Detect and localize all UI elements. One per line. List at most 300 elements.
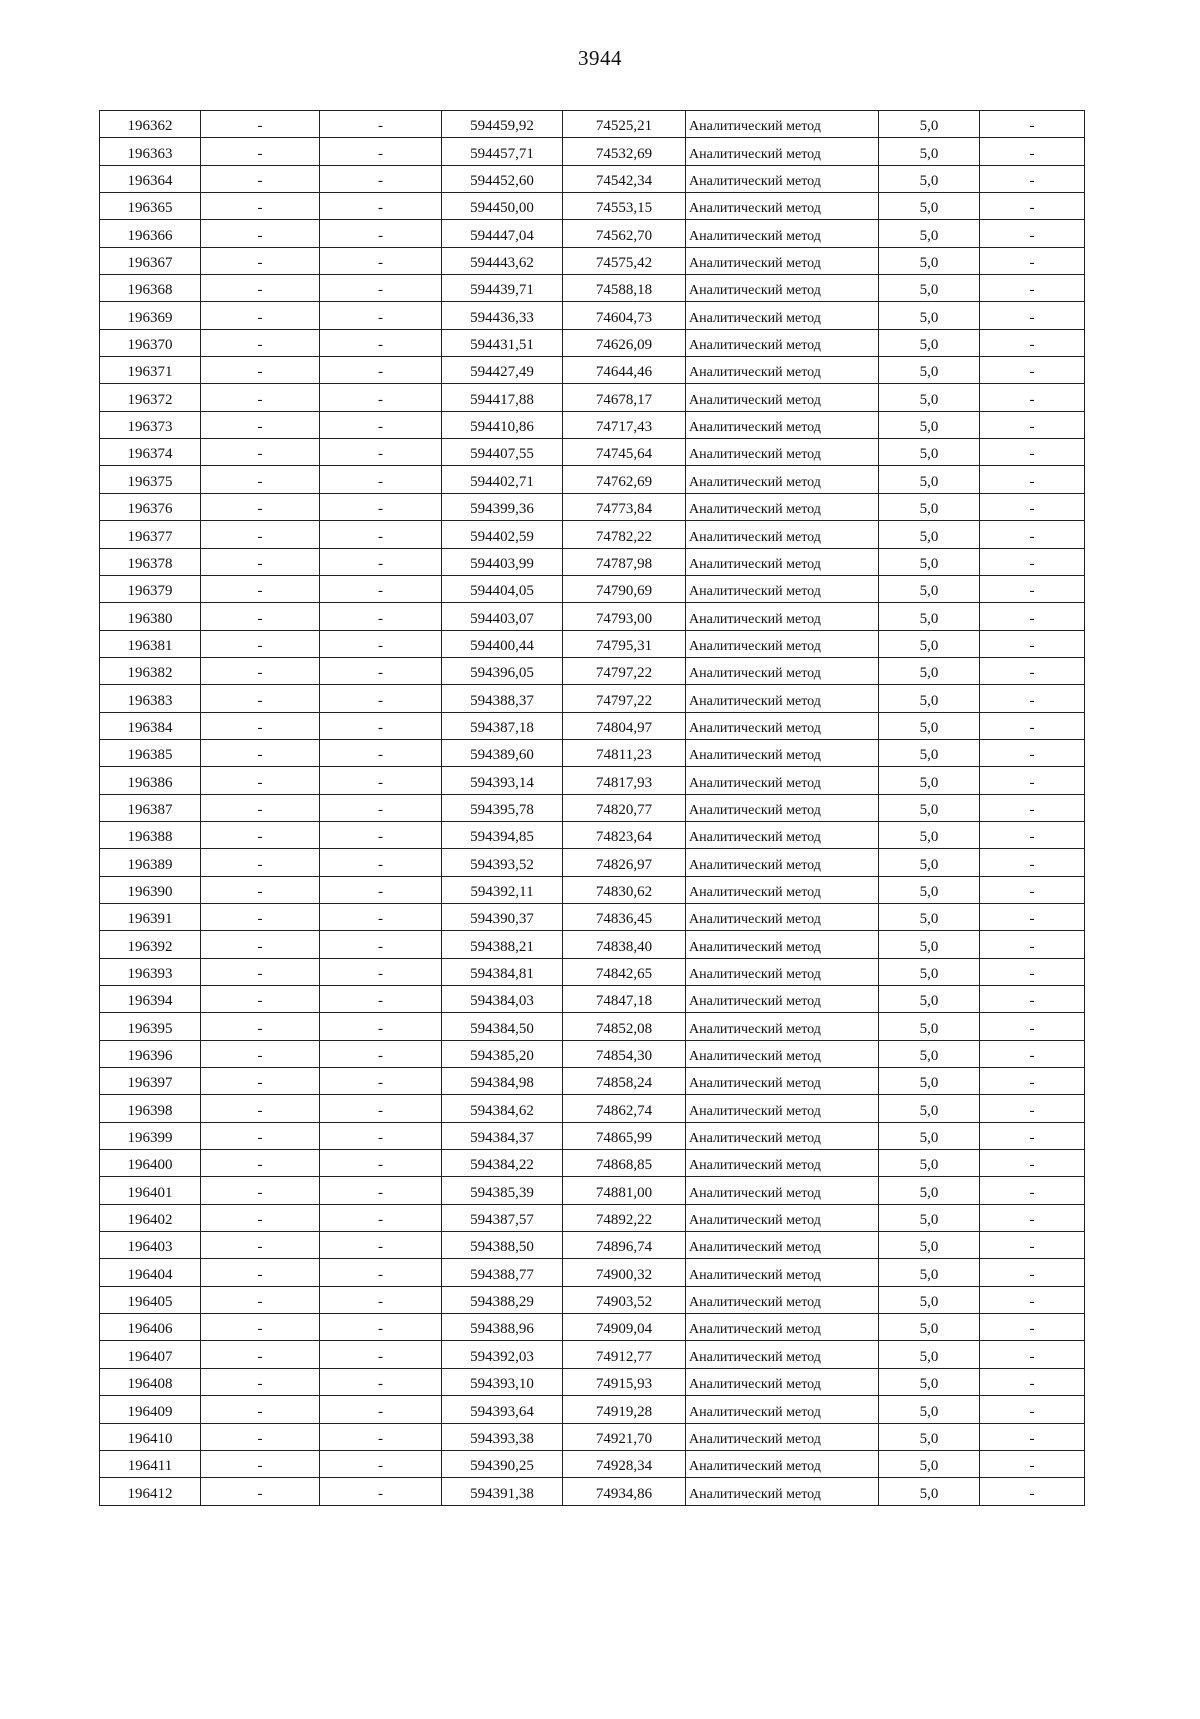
blank-cell-1: -	[201, 138, 320, 165]
point-number-cell: 196401	[100, 1177, 201, 1204]
y-coordinate-cell: 74836,45	[563, 903, 686, 930]
blank-cell-1: -	[201, 111, 320, 138]
method-cell: Аналитический метод	[686, 1177, 879, 1204]
blank-cell-1: -	[201, 1286, 320, 1313]
blank-cell-1: -	[201, 302, 320, 329]
method-cell: Аналитический метод	[686, 1204, 879, 1231]
table-row	[100, 849, 1085, 876]
method-cell: Аналитический метод	[686, 466, 879, 493]
method-cell: Аналитический метод	[686, 821, 879, 848]
x-coordinate-cell: 594385,20	[442, 1040, 563, 1067]
method-cell: Аналитический метод	[686, 1450, 879, 1477]
x-coordinate-cell: 594452,60	[442, 165, 563, 192]
blank-cell-3: -	[980, 712, 1085, 739]
blank-cell-1: -	[201, 1423, 320, 1450]
blank-cell-3: -	[980, 548, 1085, 575]
blank-cell-1: -	[201, 657, 320, 684]
page-number: 3944	[578, 46, 622, 70]
y-coordinate-cell: 74830,62	[563, 876, 686, 903]
y-coordinate-cell: 74797,22	[563, 657, 686, 684]
blank-cell-2: -	[320, 1396, 442, 1423]
y-coordinate-cell: 74745,64	[563, 439, 686, 466]
blank-cell-3: -	[980, 1095, 1085, 1122]
y-coordinate-cell: 74797,22	[563, 685, 686, 712]
x-coordinate-cell: 594431,51	[442, 329, 563, 356]
point-number-cell: 196392	[100, 931, 201, 958]
method-cell: Аналитический метод	[686, 411, 879, 438]
table-row	[100, 111, 1085, 138]
y-coordinate-cell: 74762,69	[563, 466, 686, 493]
blank-cell-1: -	[201, 1150, 320, 1177]
y-coordinate-cell: 74817,93	[563, 767, 686, 794]
method-cell: Аналитический метод	[686, 685, 879, 712]
y-coordinate-cell: 74717,43	[563, 411, 686, 438]
table-row	[100, 329, 1085, 356]
x-coordinate-cell: 594393,14	[442, 767, 563, 794]
point-number-cell: 196412	[100, 1478, 201, 1505]
blank-cell-2: -	[320, 111, 442, 138]
blank-cell-1: -	[201, 1013, 320, 1040]
point-number-cell: 196403	[100, 1232, 201, 1259]
blank-cell-2: -	[320, 357, 442, 384]
blank-cell-3: -	[980, 1259, 1085, 1286]
method-cell: Аналитический метод	[686, 1068, 879, 1095]
accuracy-cell: 5,0	[879, 767, 980, 794]
method-cell: Аналитический метод	[686, 1122, 879, 1149]
accuracy-cell: 5,0	[879, 1314, 980, 1341]
blank-cell-2: -	[320, 384, 442, 411]
x-coordinate-cell: 594390,37	[442, 903, 563, 930]
method-cell: Аналитический метод	[686, 548, 879, 575]
blank-cell-2: -	[320, 1450, 442, 1477]
table-row	[100, 384, 1085, 411]
blank-cell-2: -	[320, 466, 442, 493]
table-row	[100, 1314, 1085, 1341]
table-row	[100, 165, 1085, 192]
table-row	[100, 767, 1085, 794]
table-row	[100, 958, 1085, 985]
x-coordinate-cell: 594443,62	[442, 247, 563, 274]
y-coordinate-cell: 74826,97	[563, 849, 686, 876]
blank-cell-3: -	[980, 138, 1085, 165]
blank-cell-2: -	[320, 165, 442, 192]
blank-cell-2: -	[320, 247, 442, 274]
accuracy-cell: 5,0	[879, 548, 980, 575]
blank-cell-2: -	[320, 931, 442, 958]
y-coordinate-cell: 74787,98	[563, 548, 686, 575]
table-row	[100, 193, 1085, 220]
point-number-cell: 196391	[100, 903, 201, 930]
blank-cell-2: -	[320, 1150, 442, 1177]
method-cell: Аналитический метод	[686, 220, 879, 247]
blank-cell-2: -	[320, 1013, 442, 1040]
method-cell: Аналитический метод	[686, 138, 879, 165]
y-coordinate-cell: 74919,28	[563, 1396, 686, 1423]
blank-cell-1: -	[201, 165, 320, 192]
x-coordinate-cell: 594388,37	[442, 685, 563, 712]
y-coordinate-cell: 74842,65	[563, 958, 686, 985]
blank-cell-3: -	[980, 1068, 1085, 1095]
accuracy-cell: 5,0	[879, 849, 980, 876]
accuracy-cell: 5,0	[879, 603, 980, 630]
blank-cell-2: -	[320, 685, 442, 712]
x-coordinate-cell: 594393,64	[442, 1396, 563, 1423]
table-row	[100, 247, 1085, 274]
method-cell: Аналитический метод	[686, 493, 879, 520]
point-number-cell: 196384	[100, 712, 201, 739]
table-row	[100, 1204, 1085, 1231]
coordinates-table	[99, 110, 1085, 1506]
table-row	[100, 302, 1085, 329]
method-cell: Аналитический метод	[686, 275, 879, 302]
y-coordinate-cell: 74790,69	[563, 575, 686, 602]
point-number-cell: 196390	[100, 876, 201, 903]
point-number-cell: 196367	[100, 247, 201, 274]
table-row	[100, 1013, 1085, 1040]
blank-cell-1: -	[201, 876, 320, 903]
y-coordinate-cell: 74862,74	[563, 1095, 686, 1122]
table-row	[100, 931, 1085, 958]
table-row	[100, 821, 1085, 848]
blank-cell-1: -	[201, 630, 320, 657]
point-number-cell: 196407	[100, 1341, 201, 1368]
point-number-cell: 196376	[100, 493, 201, 520]
blank-cell-1: -	[201, 1368, 320, 1395]
y-coordinate-cell: 74909,04	[563, 1314, 686, 1341]
point-number-cell: 196382	[100, 657, 201, 684]
coordinates-table-body	[100, 111, 1085, 1506]
blank-cell-1: -	[201, 220, 320, 247]
table-row	[100, 1478, 1085, 1505]
accuracy-cell: 5,0	[879, 1204, 980, 1231]
point-number-cell: 196405	[100, 1286, 201, 1313]
point-number-cell: 196402	[100, 1204, 201, 1231]
x-coordinate-cell: 594396,05	[442, 657, 563, 684]
accuracy-cell: 5,0	[879, 193, 980, 220]
blank-cell-1: -	[201, 685, 320, 712]
blank-cell-3: -	[980, 575, 1085, 602]
point-number-cell: 196362	[100, 111, 201, 138]
blank-cell-2: -	[320, 986, 442, 1013]
blank-cell-3: -	[980, 439, 1085, 466]
blank-cell-3: -	[980, 1040, 1085, 1067]
y-coordinate-cell: 74858,24	[563, 1068, 686, 1095]
blank-cell-3: -	[980, 329, 1085, 356]
x-coordinate-cell: 594459,92	[442, 111, 563, 138]
accuracy-cell: 5,0	[879, 275, 980, 302]
y-coordinate-cell: 74921,70	[563, 1423, 686, 1450]
point-number-cell: 196363	[100, 138, 201, 165]
accuracy-cell: 5,0	[879, 575, 980, 602]
accuracy-cell: 5,0	[879, 1450, 980, 1477]
x-coordinate-cell: 594439,71	[442, 275, 563, 302]
point-number-cell: 196369	[100, 302, 201, 329]
accuracy-cell: 5,0	[879, 657, 980, 684]
table-row	[100, 712, 1085, 739]
blank-cell-1: -	[201, 1450, 320, 1477]
x-coordinate-cell: 594402,59	[442, 521, 563, 548]
blank-cell-2: -	[320, 1122, 442, 1149]
x-coordinate-cell: 594384,98	[442, 1068, 563, 1095]
table-row	[100, 1232, 1085, 1259]
x-coordinate-cell: 594393,10	[442, 1368, 563, 1395]
x-coordinate-cell: 594384,62	[442, 1095, 563, 1122]
table-row	[100, 1450, 1085, 1477]
blank-cell-3: -	[980, 958, 1085, 985]
blank-cell-3: -	[980, 1150, 1085, 1177]
blank-cell-3: -	[980, 384, 1085, 411]
accuracy-cell: 5,0	[879, 1423, 980, 1450]
method-cell: Аналитический метод	[686, 165, 879, 192]
point-number-cell: 196411	[100, 1450, 201, 1477]
table-row	[100, 794, 1085, 821]
method-cell: Аналитический метод	[686, 876, 879, 903]
blank-cell-3: -	[980, 1450, 1085, 1477]
y-coordinate-cell: 74852,08	[563, 1013, 686, 1040]
method-cell: Аналитический метод	[686, 903, 879, 930]
method-cell: Аналитический метод	[686, 1396, 879, 1423]
method-cell: Аналитический метод	[686, 521, 879, 548]
blank-cell-2: -	[320, 575, 442, 602]
x-coordinate-cell: 594394,85	[442, 821, 563, 848]
method-cell: Аналитический метод	[686, 193, 879, 220]
accuracy-cell: 5,0	[879, 1341, 980, 1368]
accuracy-cell: 5,0	[879, 903, 980, 930]
method-cell: Аналитический метод	[686, 1314, 879, 1341]
point-number-cell: 196386	[100, 767, 201, 794]
blank-cell-1: -	[201, 493, 320, 520]
table-row	[100, 903, 1085, 930]
accuracy-cell: 5,0	[879, 739, 980, 766]
table-row	[100, 1068, 1085, 1095]
method-cell: Аналитический метод	[686, 958, 879, 985]
blank-cell-3: -	[980, 357, 1085, 384]
y-coordinate-cell: 74896,74	[563, 1232, 686, 1259]
blank-cell-1: -	[201, 1177, 320, 1204]
accuracy-cell: 5,0	[879, 466, 980, 493]
method-cell: Аналитический метод	[686, 1341, 879, 1368]
blank-cell-1: -	[201, 767, 320, 794]
blank-cell-1: -	[201, 1478, 320, 1505]
point-number-cell: 196366	[100, 220, 201, 247]
y-coordinate-cell: 74928,34	[563, 1450, 686, 1477]
blank-cell-3: -	[980, 521, 1085, 548]
method-cell: Аналитический метод	[686, 739, 879, 766]
blank-cell-3: -	[980, 903, 1085, 930]
x-coordinate-cell: 594390,25	[442, 1450, 563, 1477]
table-row	[100, 657, 1085, 684]
table-row	[100, 411, 1085, 438]
y-coordinate-cell: 74838,40	[563, 931, 686, 958]
blank-cell-1: -	[201, 931, 320, 958]
accuracy-cell: 5,0	[879, 411, 980, 438]
blank-cell-2: -	[320, 712, 442, 739]
blank-cell-1: -	[201, 329, 320, 356]
table-row	[100, 739, 1085, 766]
blank-cell-1: -	[201, 357, 320, 384]
accuracy-cell: 5,0	[879, 329, 980, 356]
y-coordinate-cell: 74644,46	[563, 357, 686, 384]
blank-cell-2: -	[320, 603, 442, 630]
point-number-cell: 196396	[100, 1040, 201, 1067]
x-coordinate-cell: 594385,39	[442, 1177, 563, 1204]
point-number-cell: 196410	[100, 1423, 201, 1450]
y-coordinate-cell: 74542,34	[563, 165, 686, 192]
accuracy-cell: 5,0	[879, 1122, 980, 1149]
x-coordinate-cell: 594384,50	[442, 1013, 563, 1040]
method-cell: Аналитический метод	[686, 302, 879, 329]
blank-cell-2: -	[320, 1232, 442, 1259]
accuracy-cell: 5,0	[879, 384, 980, 411]
x-coordinate-cell: 594403,07	[442, 603, 563, 630]
blank-cell-1: -	[201, 1396, 320, 1423]
y-coordinate-cell: 74934,86	[563, 1478, 686, 1505]
accuracy-cell: 5,0	[879, 357, 980, 384]
table-row	[100, 548, 1085, 575]
y-coordinate-cell: 74532,69	[563, 138, 686, 165]
accuracy-cell: 5,0	[879, 1040, 980, 1067]
blank-cell-1: -	[201, 1232, 320, 1259]
point-number-cell: 196381	[100, 630, 201, 657]
blank-cell-2: -	[320, 1040, 442, 1067]
accuracy-cell: 5,0	[879, 876, 980, 903]
table-row	[100, 275, 1085, 302]
accuracy-cell: 5,0	[879, 1478, 980, 1505]
method-cell: Аналитический метод	[686, 630, 879, 657]
point-number-cell: 196394	[100, 986, 201, 1013]
blank-cell-3: -	[980, 1232, 1085, 1259]
y-coordinate-cell: 74575,42	[563, 247, 686, 274]
y-coordinate-cell: 74892,22	[563, 1204, 686, 1231]
blank-cell-2: -	[320, 767, 442, 794]
blank-cell-3: -	[980, 165, 1085, 192]
point-number-cell: 196375	[100, 466, 201, 493]
blank-cell-2: -	[320, 630, 442, 657]
blank-cell-2: -	[320, 1177, 442, 1204]
blank-cell-1: -	[201, 384, 320, 411]
blank-cell-3: -	[980, 1122, 1085, 1149]
blank-cell-2: -	[320, 220, 442, 247]
method-cell: Аналитический метод	[686, 575, 879, 602]
blank-cell-1: -	[201, 575, 320, 602]
x-coordinate-cell: 594392,11	[442, 876, 563, 903]
blank-cell-3: -	[980, 1013, 1085, 1040]
accuracy-cell: 5,0	[879, 1013, 980, 1040]
blank-cell-2: -	[320, 1204, 442, 1231]
accuracy-cell: 5,0	[879, 1177, 980, 1204]
point-number-cell: 196373	[100, 411, 201, 438]
blank-cell-1: -	[201, 986, 320, 1013]
accuracy-cell: 5,0	[879, 986, 980, 1013]
table-row	[100, 575, 1085, 602]
blank-cell-2: -	[320, 1314, 442, 1341]
blank-cell-3: -	[980, 275, 1085, 302]
blank-cell-3: -	[980, 794, 1085, 821]
method-cell: Аналитический метод	[686, 1478, 879, 1505]
accuracy-cell: 5,0	[879, 821, 980, 848]
method-cell: Аналитический метод	[686, 357, 879, 384]
blank-cell-2: -	[320, 439, 442, 466]
method-cell: Аналитический метод	[686, 1040, 879, 1067]
accuracy-cell: 5,0	[879, 247, 980, 274]
table-row	[100, 1368, 1085, 1395]
method-cell: Аналитический метод	[686, 931, 879, 958]
table-row	[100, 1396, 1085, 1423]
blank-cell-1: -	[201, 1040, 320, 1067]
blank-cell-1: -	[201, 521, 320, 548]
y-coordinate-cell: 74865,99	[563, 1122, 686, 1149]
blank-cell-2: -	[320, 739, 442, 766]
blank-cell-2: -	[320, 1286, 442, 1313]
blank-cell-3: -	[980, 739, 1085, 766]
y-coordinate-cell: 74804,97	[563, 712, 686, 739]
blank-cell-2: -	[320, 903, 442, 930]
point-number-cell: 196399	[100, 1122, 201, 1149]
blank-cell-3: -	[980, 1177, 1085, 1204]
table-row	[100, 1259, 1085, 1286]
blank-cell-2: -	[320, 275, 442, 302]
blank-cell-1: -	[201, 1314, 320, 1341]
x-coordinate-cell: 594384,22	[442, 1150, 563, 1177]
x-coordinate-cell: 594447,04	[442, 220, 563, 247]
blank-cell-1: -	[201, 439, 320, 466]
x-coordinate-cell: 594384,37	[442, 1122, 563, 1149]
x-coordinate-cell: 594400,44	[442, 630, 563, 657]
blank-cell-2: -	[320, 493, 442, 520]
y-coordinate-cell: 74811,23	[563, 739, 686, 766]
blank-cell-2: -	[320, 1423, 442, 1450]
point-number-cell: 196395	[100, 1013, 201, 1040]
point-number-cell: 196377	[100, 521, 201, 548]
method-cell: Аналитический метод	[686, 1259, 879, 1286]
accuracy-cell: 5,0	[879, 1068, 980, 1095]
y-coordinate-cell: 74795,31	[563, 630, 686, 657]
table-row	[100, 630, 1085, 657]
accuracy-cell: 5,0	[879, 1095, 980, 1122]
blank-cell-3: -	[980, 657, 1085, 684]
blank-cell-3: -	[980, 302, 1085, 329]
x-coordinate-cell: 594410,86	[442, 411, 563, 438]
x-coordinate-cell: 594417,88	[442, 384, 563, 411]
blank-cell-1: -	[201, 275, 320, 302]
blank-cell-1: -	[201, 1068, 320, 1095]
point-number-cell: 196374	[100, 439, 201, 466]
blank-cell-3: -	[980, 1396, 1085, 1423]
y-coordinate-cell: 74868,85	[563, 1150, 686, 1177]
x-coordinate-cell: 594389,60	[442, 739, 563, 766]
accuracy-cell: 5,0	[879, 1150, 980, 1177]
table-row	[100, 466, 1085, 493]
x-coordinate-cell: 594388,50	[442, 1232, 563, 1259]
y-coordinate-cell: 74678,17	[563, 384, 686, 411]
method-cell: Аналитический метод	[686, 247, 879, 274]
point-number-cell: 196372	[100, 384, 201, 411]
method-cell: Аналитический метод	[686, 767, 879, 794]
accuracy-cell: 5,0	[879, 1396, 980, 1423]
blank-cell-3: -	[980, 220, 1085, 247]
point-number-cell: 196370	[100, 329, 201, 356]
point-number-cell: 196388	[100, 821, 201, 848]
blank-cell-2: -	[320, 411, 442, 438]
blank-cell-1: -	[201, 712, 320, 739]
blank-cell-2: -	[320, 548, 442, 575]
table-row	[100, 439, 1085, 466]
blank-cell-2: -	[320, 521, 442, 548]
method-cell: Аналитический метод	[686, 1423, 879, 1450]
table-row	[100, 685, 1085, 712]
y-coordinate-cell: 74588,18	[563, 275, 686, 302]
blank-cell-1: -	[201, 1204, 320, 1231]
